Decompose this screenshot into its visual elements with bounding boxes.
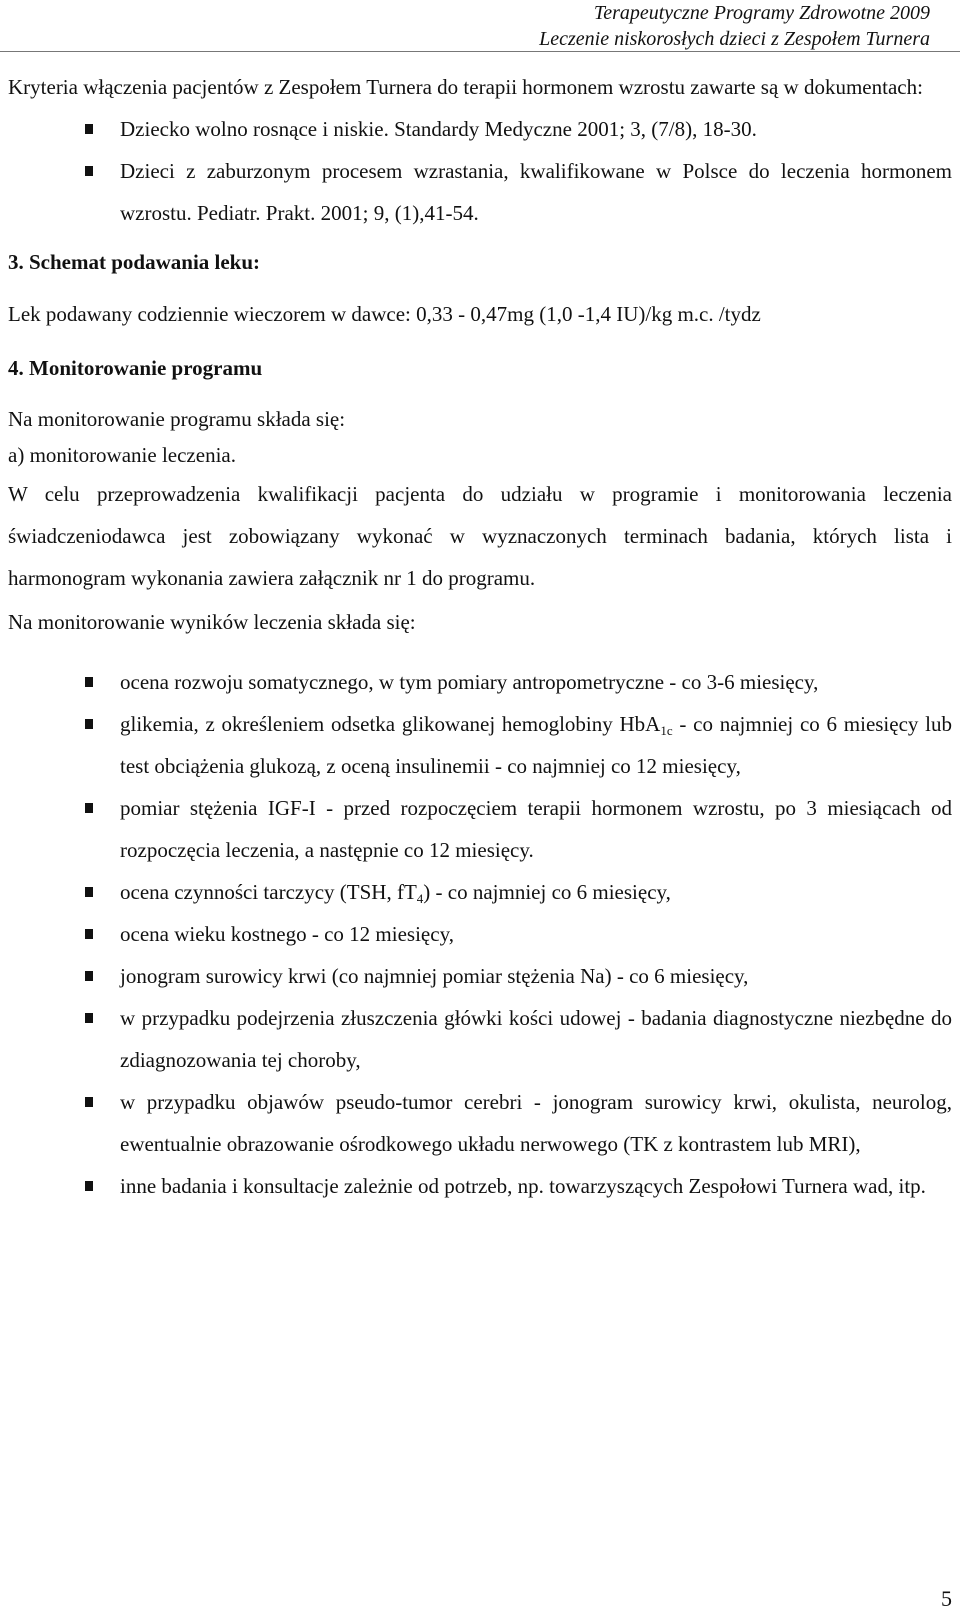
monitoring-intro: Na monitorowanie programu składa się:	[8, 407, 346, 431]
monitoring-list	[8, 661, 952, 1207]
list-item: pomiar stężenia IGF-I - przed rozpoczęciem terapii hormonem wzrostu, po 3 miesiącach od rozpoczęcia leczenia, a następnie co 12 miesięcy.	[8, 787, 952, 871]
list-item: jonogram surowicy krwi (co najmniej pomiar stężenia Na) - co 6 miesięcy,	[8, 955, 952, 997]
square-bullet-icon	[85, 1013, 93, 1023]
square-bullet-icon	[85, 124, 93, 134]
list-item: w przypadku objawów pseudo-tumor cerebri - jonogram surowicy krwi, okulista, neurolog, ewentualnie obrazowanie ośrodkowego układu nerwowego (TK z kontrastem lub MRI),	[8, 1081, 952, 1165]
section-heading-monitoring: 4. Monitorowanie programu	[8, 356, 263, 380]
list-item: glikemia, z określeniem odsetka glikowanej hemoglobiny HbA$_{1c}$ - co najmniej co 6 miesięcy lub test obciążenia glukozą, z oceną insulinemii - co najmniej co 12 miesięcy,	[8, 703, 952, 787]
header-divider	[0, 51, 960, 52]
square-bullet-icon	[85, 887, 93, 897]
square-bullet-icon	[85, 719, 93, 729]
qualification-paragraph: W celu przeprowadzenia kwalifikacji pacjenta do udziału w programie i monitorowania leczenia świadczeniodawca jest zobowiązany wykonać w wyznaczonych terminach badania, których lista i harmonogram wykonania zawiera załącznik nr 1 do programu.	[8, 482, 952, 590]
list-item: ocena wieku kostnego - co 12 miesięcy,	[8, 913, 952, 955]
inclusion-criteria-intro: Kryteria włączenia pacjentów z Zespołem Turnera do terapii hormonem wzrostu zawarte są w dokumentach:	[8, 75, 923, 99]
square-bullet-icon	[85, 1097, 93, 1107]
square-bullet-icon	[85, 971, 93, 981]
square-bullet-icon	[85, 166, 93, 176]
square-bullet-icon	[85, 677, 93, 687]
square-bullet-icon	[85, 929, 93, 939]
list-item: ocena rozwoju somatycznego, w tym pomiary antropometryczne - co 3-6 miesięcy,	[8, 661, 952, 703]
dosing-text: Lek podawany codziennie wieczorem w dawce: 0,33 - 0,47mg (1,0 -1,4 IU)/kg m.c. /tydz	[8, 302, 761, 326]
header-program-title: Terapeutyczne Programy Zdrowotne 2009	[593, 2, 930, 24]
list-item: ocena czynności tarczycy (TSH, $fT_4$) - co najmniej co 6 miesięcy,	[8, 871, 952, 913]
list-item: inne badania i konsultacje zależnie od potrzeb, np. towarzyszących Zespołowi Turnera wad, itp.	[8, 1165, 952, 1207]
section-heading-dosing: 3. Schemat podawania leku:	[8, 250, 261, 274]
monitoring-item-a: a) monitorowanie leczenia.	[8, 443, 236, 467]
document-body	[8, 66, 952, 1207]
results-monitoring-intro: Na monitorowanie wyników leczenia składa się:	[8, 610, 416, 634]
header-document-title: Leczenie niskorosłych dzieci z Zespołem Turnera	[539, 28, 930, 50]
list-item: w przypadku podejrzenia złuszczenia główki kości udowej - badania diagnostyczne niezbędne do zdiagnozowania tej choroby,	[8, 997, 952, 1081]
square-bullet-icon	[85, 1181, 93, 1191]
reference-list	[8, 108, 952, 234]
square-bullet-icon	[85, 803, 93, 813]
page-number: 5	[941, 1586, 952, 1611]
running-header	[539, 0, 930, 52]
reference-item: Dziecko wolno rosnące i niskie. Standardy Medyczne 2001; 3, (7/8), 18-30.	[8, 108, 952, 150]
reference-item: Dzieci z zaburzonym procesem wzrastania, kwalifikowane w Polsce do leczenia hormonem wzrostu. Pediatr. Prakt. 2001; 9, (1),41-54.	[8, 150, 952, 234]
